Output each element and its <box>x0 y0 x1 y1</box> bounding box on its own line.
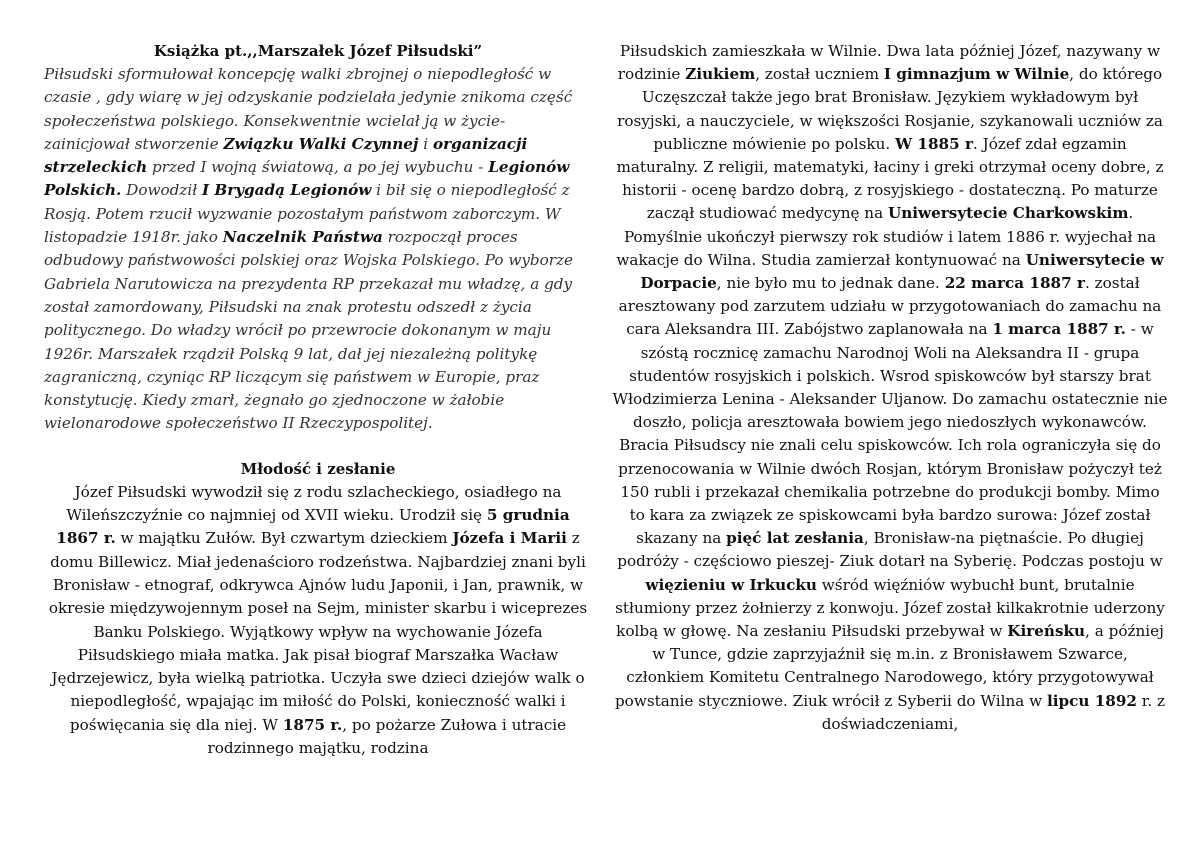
text-run: Piłsudski sformułował koncepcję walki zbrojnej o niepodległość w czasie , gdy wiarę w jej odzyskanie podzielała jedynie znikoma część społeczeństwa polskiego. Konsekwentnie wcielał ją w życie- zainicjował stworzenie <box>44 65 573 153</box>
text-run: - w szóstą rocznicę zamachu Narodnoj Woli na Aleksandra II - grupa studentów rosyjskich i polskich. Wsrod spiskowców był starszy brat Włodzimierza Lenina - Aleksander Uljanow. Do zamachu ostatecznie nie doszło, policja aresztowała bowiem jego niedoszłych wykonawców. Bracia Piłsudscy nie znali celu spiskowców. Ich rola ograniczyła się do przenocowania w Wilnie dwóch Rosjan, którym Bronisław pożyczył też 150 rubli i przekazał chemikalia potrzebne do produkcji bomby. Mimo to kara za związek ze spiskowcami była bardzo surowa: Józef został skazany na <box>612 320 1168 548</box>
text-run: i bił się o niepodległość z Rosją. Potem rzucił wyzwanie pozostałym państwom zaborczym. W listopadzie 1918r. jako <box>44 181 570 247</box>
text-run: , został uczniem <box>755 65 884 84</box>
text-run: , Bronisław-na piętnaście. Po długiej podróży - częściowo pieszej- Ziuk dotarł na Syberię. Podczas postoju w <box>617 529 1163 571</box>
text-run: przed I wojną światową, a po jej wybuchu - <box>147 158 489 177</box>
text-run: , do którego Uczęszczał także jego brat Bronisław. Językiem wykładowym był rosyjski, a nauczyciele, w większości Rosjanie, szykanowali uczniów za publiczne mówienie po polsku. <box>617 65 1163 153</box>
text-run: Dowodził <box>121 181 202 200</box>
text-run: wśród więźniów wybuchł bunt, brutalnie stłumiony przez żołnierzy z konwoju. Józef został kilkakrotnie uderzony kolbą w głowę. Na zesłaniu Piłsudski przebywał w <box>615 575 1165 641</box>
left-column <box>44 40 592 760</box>
bold-text-run: więzieniu w Irkucku <box>645 575 817 594</box>
bold-text-run: I Brygadą Legionów <box>201 181 372 200</box>
bold-text-run: 5 grudnia 1867 r. <box>56 506 570 548</box>
text-run: i <box>418 134 433 153</box>
text-run: rozpoczął proces odbudowy państwowości polskiej oraz Wojska Polskiego. Po wyborze Gabriela Narutowicza na prezydenta RP przekazał mu władzę, a gdy został zamordowany, Piłsudski na znak protestu odszedł z życia politycznego. Do władzy wrócił po przewrocie dokonanym w maju 1926r. Marszałek rządził Polską 9 lat, dał jej niezależną politykę zagraniczną, czyniąc RP liczącym się państwem w Europie, praz konstytucję. Kiedy zmarł, żegnało go zjednoczone w żałobie wielonarodowe społeczeństwo II Rzeczypospolitej. <box>44 228 574 433</box>
bold-text-run: organizacji strzeleckich <box>44 134 528 177</box>
bold-text-run: Związku Walki Czynnej <box>223 134 419 153</box>
left-body-paragraph <box>44 481 592 761</box>
bold-text-run: Naczelnik Państwa <box>222 228 383 247</box>
bold-text-run: Legionów Polskich. <box>44 158 570 200</box>
text-run: . Pomyślnie ukończył pierwszy rok studiów i latem 1886 r. wyjechał na wakacje do Wilna. Studia zamierzał kontynuować na <box>616 204 1157 269</box>
bold-text-run: pięć lat zesłania <box>726 529 864 548</box>
bold-text-run: W 1885 r <box>895 134 973 153</box>
text-run: Piłsudskich zamieszkała w Wilnie. Dwa lata później Józef, nazywany w rodzinie <box>617 42 1161 84</box>
bold-text-run: Kireńsku <box>1007 622 1086 641</box>
text-run: . Józef zdał egzamin maturalny. Z religii, matematyki, łaciny i greki otrzymał oceny dobre, z historii - ocenę bardzo dobrą, z rosyjskiego - dostateczną. Po maturze zaczął studiować medycynę na <box>616 134 1164 223</box>
intro-paragraph <box>44 63 592 436</box>
bold-text-run: Uniwersytecie w Dorpacie <box>640 250 1164 293</box>
text-run: r. z doświadczeniami, <box>821 691 1166 733</box>
text-run: , po pożarze Zułowa i utracie rodzinnego majątku, rodzina <box>207 715 567 758</box>
text-run: . został aresztowany pod zarzutem udziału w przygotowaniach do zamachu na cara Aleksandra III. Zabójstwo zaplanowała na <box>618 274 1162 339</box>
text-run: , nie było mu to jednak dane. <box>716 274 945 293</box>
bold-text-run: Ziukiem <box>685 65 756 84</box>
right-body-paragraph <box>612 40 1168 736</box>
bold-text-run: I gimnazjum w Wilnie <box>883 65 1070 84</box>
bold-text-run: 1875 r. <box>282 715 343 734</box>
right-column <box>612 40 1168 736</box>
text-run: w majątku Zułów. Był czwartym dzieckiem <box>115 529 453 548</box>
bold-text-run: 22 marca 1887 r <box>944 274 1085 293</box>
text-run: z domu Billewicz. Miał jedenaścioro rodzeństwa. Najbardziej znani byli Bronisław - etnograf, odkrywca Ajnów ludu Japonii, i Jan, prawnik, w okresie międzywojennym poseł na Sejm, minister skarbu i wiceprezes Banku Polskiego. Wyjątkowy wpływ na wychowanie Józefa Piłsudskiego miała matka. Jak pisał biograf Marszałka Wacław Jędrzejewicz, była wielką patriotka. Uczyła swe dzieci dziejów walk o niepodległość, wpajając im miłość do Polski, konieczność walki i poświęcania się dla niej. W <box>48 529 588 734</box>
book-title: Książka pt.,,Marszałek Józef Piłsudski” <box>153 42 483 60</box>
bold-text-run: Uniwersytecie Charkowskim <box>887 204 1129 223</box>
bold-text-run: Józefa i Marii <box>452 529 567 548</box>
text-run: , a później w Tunce, gdzie zaprzyjaźnił się m.in. z Bronisławem Szwarce, członkiem Komitetu Centralnego Narodowego, który przygotowywał powstanie styczniowe. Ziuk wrócił z Syberii do Wilna w <box>614 622 1164 710</box>
bold-text-run: lipcu 1892 <box>1046 691 1137 710</box>
text-run: Józef Piłsudski wywodził się z rodu szlacheckiego, osiadłego na Wileńszczyźnie co najmniej od XVII wieku. Urodził się <box>66 482 562 525</box>
bold-text-run: 1 marca 1887 r. <box>992 320 1126 339</box>
section-title: Młodość i zesłanie <box>240 459 396 478</box>
